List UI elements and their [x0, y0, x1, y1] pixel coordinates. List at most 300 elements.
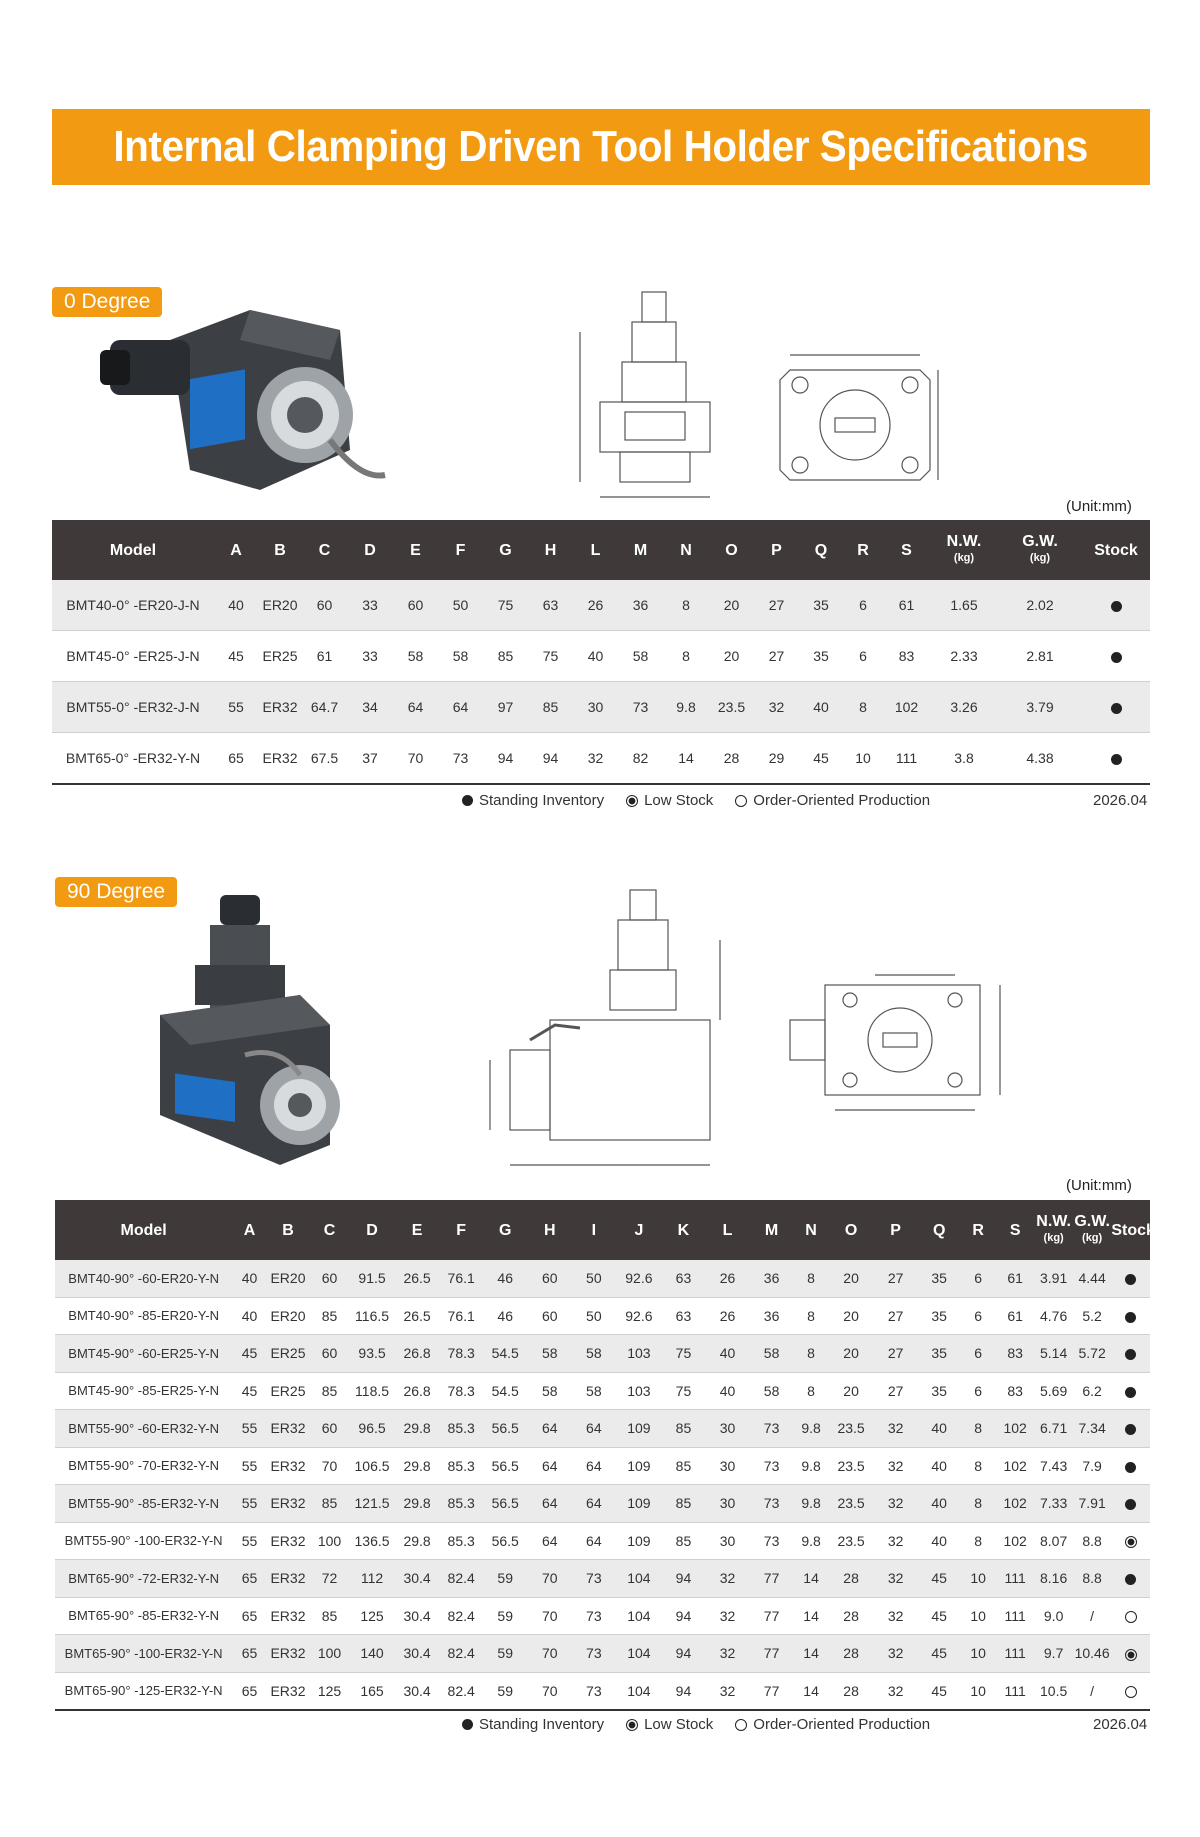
value-cell: 85 — [662, 1522, 706, 1560]
value-cell: 102 — [996, 1485, 1034, 1523]
stock-status-cell — [1111, 1560, 1150, 1598]
value-cell: 26 — [705, 1260, 750, 1297]
stock-status-cell — [1111, 1522, 1150, 1560]
stock-full-icon — [1111, 601, 1122, 612]
column-header-m: M — [618, 520, 663, 580]
value-cell: 35 — [918, 1372, 961, 1410]
value-cell: 76.1 — [440, 1260, 483, 1297]
table-row — [55, 1372, 1150, 1410]
value-cell: 29.8 — [394, 1410, 440, 1448]
value-cell: 40 — [705, 1372, 750, 1410]
stock-status-cell — [1111, 1672, 1150, 1710]
value-cell: 8 — [663, 631, 709, 682]
stock-status-cell — [1111, 1335, 1150, 1373]
column-header-l: L — [705, 1200, 750, 1260]
value-cell: 85 — [309, 1372, 350, 1410]
value-cell: 27 — [873, 1335, 918, 1373]
value-cell: 63 — [662, 1260, 706, 1297]
value-cell: 10 — [960, 1597, 995, 1635]
value-cell: 118.5 — [350, 1372, 395, 1410]
value-cell: 36 — [750, 1260, 794, 1297]
value-cell: 8 — [663, 580, 709, 631]
value-cell: 111 — [883, 733, 930, 785]
value-cell: 30 — [705, 1485, 750, 1523]
value-cell: 59 — [482, 1597, 528, 1635]
value-cell: 32 — [873, 1597, 918, 1635]
table-row — [55, 1410, 1150, 1448]
value-cell: 26 — [573, 580, 618, 631]
column-header-b: B — [258, 520, 302, 580]
value-cell: 136.5 — [350, 1522, 395, 1560]
table-row — [55, 1635, 1150, 1673]
table-row — [52, 733, 1150, 785]
value-cell: 28 — [829, 1597, 874, 1635]
value-cell: 7.9 — [1073, 1447, 1111, 1485]
value-cell: 45 — [918, 1560, 961, 1598]
value-cell: 23.5 — [829, 1522, 874, 1560]
column-header-j: J — [616, 1200, 662, 1260]
value-cell: 40 — [918, 1447, 961, 1485]
value-cell: 82.4 — [440, 1672, 483, 1710]
value-cell: 27 — [873, 1372, 918, 1410]
value-cell: 104 — [616, 1672, 662, 1710]
value-cell: 27 — [873, 1260, 918, 1297]
value-cell: 8.07 — [1034, 1522, 1072, 1560]
table-row — [55, 1260, 1150, 1297]
order-production-icon — [735, 795, 747, 807]
column-header-a: A — [232, 1200, 266, 1260]
value-cell: 60 — [393, 580, 438, 631]
table-row — [52, 682, 1150, 733]
title-banner — [52, 109, 1150, 185]
value-cell: 106.5 — [350, 1447, 395, 1485]
model-cell: BMT65-90° -100-ER32-Y-N — [55, 1635, 232, 1673]
section-tag-0-degree: 0 Degree — [52, 287, 162, 317]
value-cell: 73 — [750, 1410, 794, 1448]
value-cell: 54.5 — [482, 1335, 528, 1373]
column-header-q: Q — [918, 1200, 961, 1260]
value-cell: 92.6 — [616, 1297, 662, 1335]
legend-0-degree — [462, 792, 930, 809]
value-cell: 83 — [996, 1372, 1034, 1410]
value-cell: 6 — [843, 580, 883, 631]
value-cell: 70 — [309, 1447, 350, 1485]
low-stock-icon — [626, 795, 638, 807]
value-cell: 58 — [750, 1372, 794, 1410]
column-header-c: C — [309, 1200, 350, 1260]
value-cell: 35 — [918, 1260, 961, 1297]
legend-order-production: Order-Oriented Production — [753, 792, 931, 809]
value-cell: 116.5 — [350, 1297, 395, 1335]
value-cell: 94 — [662, 1635, 706, 1673]
value-cell: 63 — [662, 1297, 706, 1335]
legend-90-degree — [462, 1716, 930, 1733]
value-cell: 30.4 — [394, 1635, 440, 1673]
value-cell: 26.8 — [394, 1335, 440, 1373]
value-cell: 85 — [662, 1485, 706, 1523]
value-cell: 5.14 — [1034, 1335, 1072, 1373]
value-cell: 65 — [232, 1672, 266, 1710]
column-header-g: G — [482, 1200, 528, 1260]
unit-label-90-degree: (Unit:mm) — [1066, 1177, 1132, 1194]
value-cell: 45 — [799, 733, 843, 785]
stock-low-icon — [1125, 1649, 1137, 1661]
value-cell: 9.8 — [793, 1447, 828, 1485]
value-cell: 78.3 — [440, 1372, 483, 1410]
value-cell: 35 — [918, 1297, 961, 1335]
date-0-degree: 2026.04 — [1093, 792, 1148, 809]
value-cell: 29.8 — [394, 1447, 440, 1485]
value-cell: 111 — [996, 1672, 1034, 1710]
value-cell: 94 — [483, 733, 528, 785]
value-cell: 55 — [232, 1522, 266, 1560]
stock-status-cell — [1111, 1410, 1150, 1448]
model-cell: BMT40-90° -60-ER20-Y-N — [55, 1260, 232, 1297]
value-cell: 103 — [616, 1372, 662, 1410]
value-cell: 78.3 — [440, 1335, 483, 1373]
column-header-stock: Stock — [1082, 520, 1150, 580]
value-cell: 14 — [793, 1672, 828, 1710]
value-cell: 73 — [572, 1672, 617, 1710]
value-cell: 3.91 — [1034, 1260, 1072, 1297]
stock-status-cell — [1111, 1485, 1150, 1523]
order-production-icon — [735, 1719, 747, 1731]
column-header-s: S — [996, 1200, 1034, 1260]
value-cell: 6.2 — [1073, 1372, 1111, 1410]
unit-label-0-degree: (Unit:mm) — [1066, 498, 1132, 515]
value-cell: 10 — [960, 1560, 995, 1598]
value-cell: 61 — [302, 631, 347, 682]
stock-status-cell — [1111, 1597, 1150, 1635]
low-stock-icon — [626, 1719, 638, 1731]
column-header-p: P — [873, 1200, 918, 1260]
value-cell: 32 — [705, 1560, 750, 1598]
value-cell: 8 — [793, 1335, 828, 1373]
column-header-model: Model — [52, 520, 214, 580]
value-cell: 60 — [528, 1260, 572, 1297]
model-cell: BMT55-90° -70-ER32-Y-N — [55, 1447, 232, 1485]
date-90-degree: 2026.04 — [1093, 1716, 1148, 1733]
value-cell: 8 — [793, 1260, 828, 1297]
column-header-model: Model — [55, 1200, 232, 1260]
value-cell: 46 — [482, 1260, 528, 1297]
model-cell: BMT55-90° -100-ER32-Y-N — [55, 1522, 232, 1560]
value-cell: 58 — [438, 631, 483, 682]
value-cell: 65 — [214, 733, 258, 785]
value-cell: 64 — [572, 1447, 617, 1485]
stock-order-icon — [1125, 1611, 1137, 1623]
value-cell: 64 — [528, 1447, 572, 1485]
value-cell: 102 — [883, 682, 930, 733]
table-row — [55, 1297, 1150, 1335]
stock-full-icon — [1125, 1349, 1136, 1360]
product-photo-0-degree — [100, 300, 400, 510]
value-cell: 60 — [528, 1297, 572, 1335]
value-cell: 30 — [573, 682, 618, 733]
stock-status-cell — [1082, 580, 1150, 631]
table-row — [55, 1597, 1150, 1635]
value-cell: 85 — [528, 682, 573, 733]
value-cell: 111 — [996, 1597, 1034, 1635]
value-cell: ER25 — [267, 1335, 310, 1373]
value-cell: ER32 — [267, 1672, 310, 1710]
value-cell: ER32 — [267, 1447, 310, 1485]
value-cell: 26.5 — [394, 1297, 440, 1335]
value-cell: / — [1073, 1597, 1111, 1635]
value-cell: 10 — [960, 1635, 995, 1673]
value-cell: 10 — [960, 1672, 995, 1710]
value-cell: 37 — [347, 733, 393, 785]
value-cell: 85.3 — [440, 1485, 483, 1523]
value-cell: 77 — [750, 1597, 794, 1635]
value-cell: 109 — [616, 1447, 662, 1485]
value-cell: 6 — [960, 1260, 995, 1297]
value-cell: 32 — [873, 1672, 918, 1710]
value-cell: 26.5 — [394, 1260, 440, 1297]
value-cell: 8 — [843, 682, 883, 733]
value-cell: 30 — [705, 1447, 750, 1485]
value-cell: ER32 — [267, 1635, 310, 1673]
value-cell: 5.72 — [1073, 1335, 1111, 1373]
value-cell: 85 — [662, 1447, 706, 1485]
value-cell: 94 — [662, 1560, 706, 1598]
model-cell: BMT65-90° -72-ER32-Y-N — [55, 1560, 232, 1598]
value-cell: 26 — [705, 1297, 750, 1335]
model-cell: BMT65-0° -ER32-Y-N — [52, 733, 214, 785]
stock-full-icon — [1111, 703, 1122, 714]
stock-full-icon — [1125, 1274, 1136, 1285]
value-cell: 7.91 — [1073, 1485, 1111, 1523]
value-cell: 64 — [572, 1485, 617, 1523]
value-cell: 75 — [662, 1372, 706, 1410]
column-header-o: O — [829, 1200, 874, 1260]
value-cell: 3.8 — [930, 733, 998, 785]
value-cell: 45 — [214, 631, 258, 682]
value-cell: 83 — [883, 631, 930, 682]
table-row — [52, 631, 1150, 682]
value-cell: 33 — [347, 631, 393, 682]
value-cell: 121.5 — [350, 1485, 395, 1523]
value-cell: 73 — [438, 733, 483, 785]
value-cell: 104 — [616, 1560, 662, 1598]
value-cell: 32 — [705, 1635, 750, 1673]
value-cell: 8 — [960, 1447, 995, 1485]
value-cell: 45 — [918, 1672, 961, 1710]
value-cell: 8 — [793, 1372, 828, 1410]
value-cell: 58 — [393, 631, 438, 682]
column-header-c: C — [302, 520, 347, 580]
product-photo-90-degree — [150, 895, 360, 1175]
value-cell: 60 — [302, 580, 347, 631]
value-cell: 27 — [873, 1297, 918, 1335]
value-cell: 29.8 — [394, 1485, 440, 1523]
value-cell: 45 — [232, 1335, 266, 1373]
value-cell: 60 — [309, 1260, 350, 1297]
table-row — [55, 1672, 1150, 1710]
value-cell: ER25 — [267, 1372, 310, 1410]
value-cell: 100 — [309, 1522, 350, 1560]
value-cell: 45 — [918, 1597, 961, 1635]
column-header-g: G — [483, 520, 528, 580]
value-cell: 94 — [662, 1597, 706, 1635]
value-cell: 3.79 — [998, 682, 1082, 733]
value-cell: 55 — [232, 1485, 266, 1523]
model-cell: BMT40-90° -85-ER20-Y-N — [55, 1297, 232, 1335]
value-cell: 9.0 — [1034, 1597, 1072, 1635]
value-cell: 58 — [528, 1372, 572, 1410]
column-header-f: F — [440, 1200, 483, 1260]
model-cell: BMT65-90° -85-ER32-Y-N — [55, 1597, 232, 1635]
value-cell: 9.7 — [1034, 1635, 1072, 1673]
technical-drawing-0-degree-side — [570, 282, 720, 512]
page-title: Internal Clamping Driven Tool Holder Specifications — [113, 122, 1089, 171]
column-header-f: F — [438, 520, 483, 580]
value-cell: 6 — [960, 1297, 995, 1335]
value-cell: 9.8 — [663, 682, 709, 733]
value-cell: 30.4 — [394, 1597, 440, 1635]
value-cell: 56.5 — [482, 1410, 528, 1448]
value-cell: 50 — [572, 1297, 617, 1335]
stock-order-icon — [1125, 1686, 1137, 1698]
value-cell: 75 — [662, 1335, 706, 1373]
technical-drawing-90-degree-top — [775, 965, 1015, 1115]
value-cell: 9.8 — [793, 1522, 828, 1560]
model-cell: BMT45-90° -60-ER25-Y-N — [55, 1335, 232, 1373]
value-cell: 82.4 — [440, 1635, 483, 1673]
value-cell: 8.8 — [1073, 1560, 1111, 1598]
value-cell: 32 — [573, 733, 618, 785]
value-cell: 104 — [616, 1597, 662, 1635]
value-cell: 60 — [309, 1335, 350, 1373]
value-cell: 40 — [232, 1297, 266, 1335]
value-cell: 59 — [482, 1635, 528, 1673]
value-cell: 59 — [482, 1560, 528, 1598]
stock-status-cell — [1082, 682, 1150, 733]
value-cell: 8.8 — [1073, 1522, 1111, 1560]
value-cell: 40 — [918, 1485, 961, 1523]
value-cell: 46 — [482, 1297, 528, 1335]
value-cell: 35 — [799, 631, 843, 682]
value-cell: 67.5 — [302, 733, 347, 785]
value-cell: 26.8 — [394, 1372, 440, 1410]
value-cell: 30.4 — [394, 1560, 440, 1598]
value-cell: 72 — [309, 1560, 350, 1598]
value-cell: 64 — [528, 1485, 572, 1523]
value-cell: 104 — [616, 1635, 662, 1673]
value-cell: 35 — [799, 580, 843, 631]
value-cell: 7.33 — [1034, 1485, 1072, 1523]
value-cell: 64.7 — [302, 682, 347, 733]
value-cell: 32 — [873, 1560, 918, 1598]
value-cell: 58 — [572, 1372, 617, 1410]
value-cell: 73 — [750, 1522, 794, 1560]
value-cell: 64 — [438, 682, 483, 733]
column-header-n-w: N.W. (kg) — [1034, 1200, 1072, 1260]
value-cell: 63 — [528, 580, 573, 631]
value-cell: 56.5 — [482, 1485, 528, 1523]
stock-full-icon — [1125, 1424, 1136, 1435]
value-cell: 111 — [996, 1560, 1034, 1598]
value-cell: 4.38 — [998, 733, 1082, 785]
value-cell: ER20 — [258, 580, 302, 631]
value-cell: 85.3 — [440, 1410, 483, 1448]
value-cell: 4.76 — [1034, 1297, 1072, 1335]
column-header-i: I — [572, 1200, 617, 1260]
value-cell: 2.02 — [998, 580, 1082, 631]
value-cell: 109 — [616, 1522, 662, 1560]
value-cell: 30 — [705, 1410, 750, 1448]
value-cell: 40 — [918, 1410, 961, 1448]
stock-status-cell — [1082, 631, 1150, 682]
value-cell: 94 — [528, 733, 573, 785]
value-cell: 20 — [829, 1260, 874, 1297]
value-cell: 111 — [996, 1635, 1034, 1673]
value-cell: 91.5 — [350, 1260, 395, 1297]
value-cell: 6 — [843, 631, 883, 682]
value-cell: 73 — [572, 1597, 617, 1635]
value-cell: 73 — [572, 1635, 617, 1673]
value-cell: 73 — [572, 1560, 617, 1598]
value-cell: 97 — [483, 682, 528, 733]
value-cell: 6.71 — [1034, 1410, 1072, 1448]
value-cell: 70 — [528, 1560, 572, 1598]
column-header-a: A — [214, 520, 258, 580]
value-cell: 85 — [309, 1597, 350, 1635]
stock-full-icon — [1111, 754, 1122, 765]
column-header-g-w: G.W. (kg) — [1073, 1200, 1111, 1260]
value-cell: 8 — [960, 1485, 995, 1523]
value-cell: 125 — [350, 1597, 395, 1635]
value-cell: 40 — [705, 1335, 750, 1373]
legend-standing-inventory: Standing Inventory — [479, 1716, 605, 1733]
table-row — [55, 1485, 1150, 1523]
value-cell: 70 — [528, 1672, 572, 1710]
value-cell: 23.5 — [709, 682, 754, 733]
table-row — [55, 1447, 1150, 1485]
value-cell: 93.5 — [350, 1335, 395, 1373]
value-cell: 23.5 — [829, 1485, 874, 1523]
value-cell: 14 — [793, 1560, 828, 1598]
stock-full-icon — [1125, 1387, 1136, 1398]
value-cell: ER20 — [267, 1297, 310, 1335]
value-cell: 85 — [309, 1485, 350, 1523]
value-cell: 8 — [960, 1522, 995, 1560]
value-cell: 28 — [829, 1560, 874, 1598]
column-header-s: S — [883, 520, 930, 580]
value-cell: 85.3 — [440, 1447, 483, 1485]
column-header-l: L — [573, 520, 618, 580]
value-cell: 83 — [996, 1335, 1034, 1373]
value-cell: 3.26 — [930, 682, 998, 733]
column-header-d: D — [350, 1200, 395, 1260]
value-cell: 85 — [662, 1410, 706, 1448]
value-cell: 32 — [873, 1485, 918, 1523]
value-cell: 20 — [709, 580, 754, 631]
value-cell: 32 — [873, 1447, 918, 1485]
value-cell: 94 — [662, 1672, 706, 1710]
stock-status-cell — [1111, 1447, 1150, 1485]
column-header-r: R — [960, 1200, 995, 1260]
value-cell: ER32 — [258, 733, 302, 785]
table-row — [55, 1335, 1150, 1373]
column-header-k: K — [662, 1200, 706, 1260]
value-cell: 70 — [528, 1597, 572, 1635]
value-cell: 112 — [350, 1560, 395, 1598]
column-header-h: H — [528, 520, 573, 580]
value-cell: 28 — [709, 733, 754, 785]
column-header-g-w: G.W. (kg) — [998, 520, 1082, 580]
value-cell: 82 — [618, 733, 663, 785]
